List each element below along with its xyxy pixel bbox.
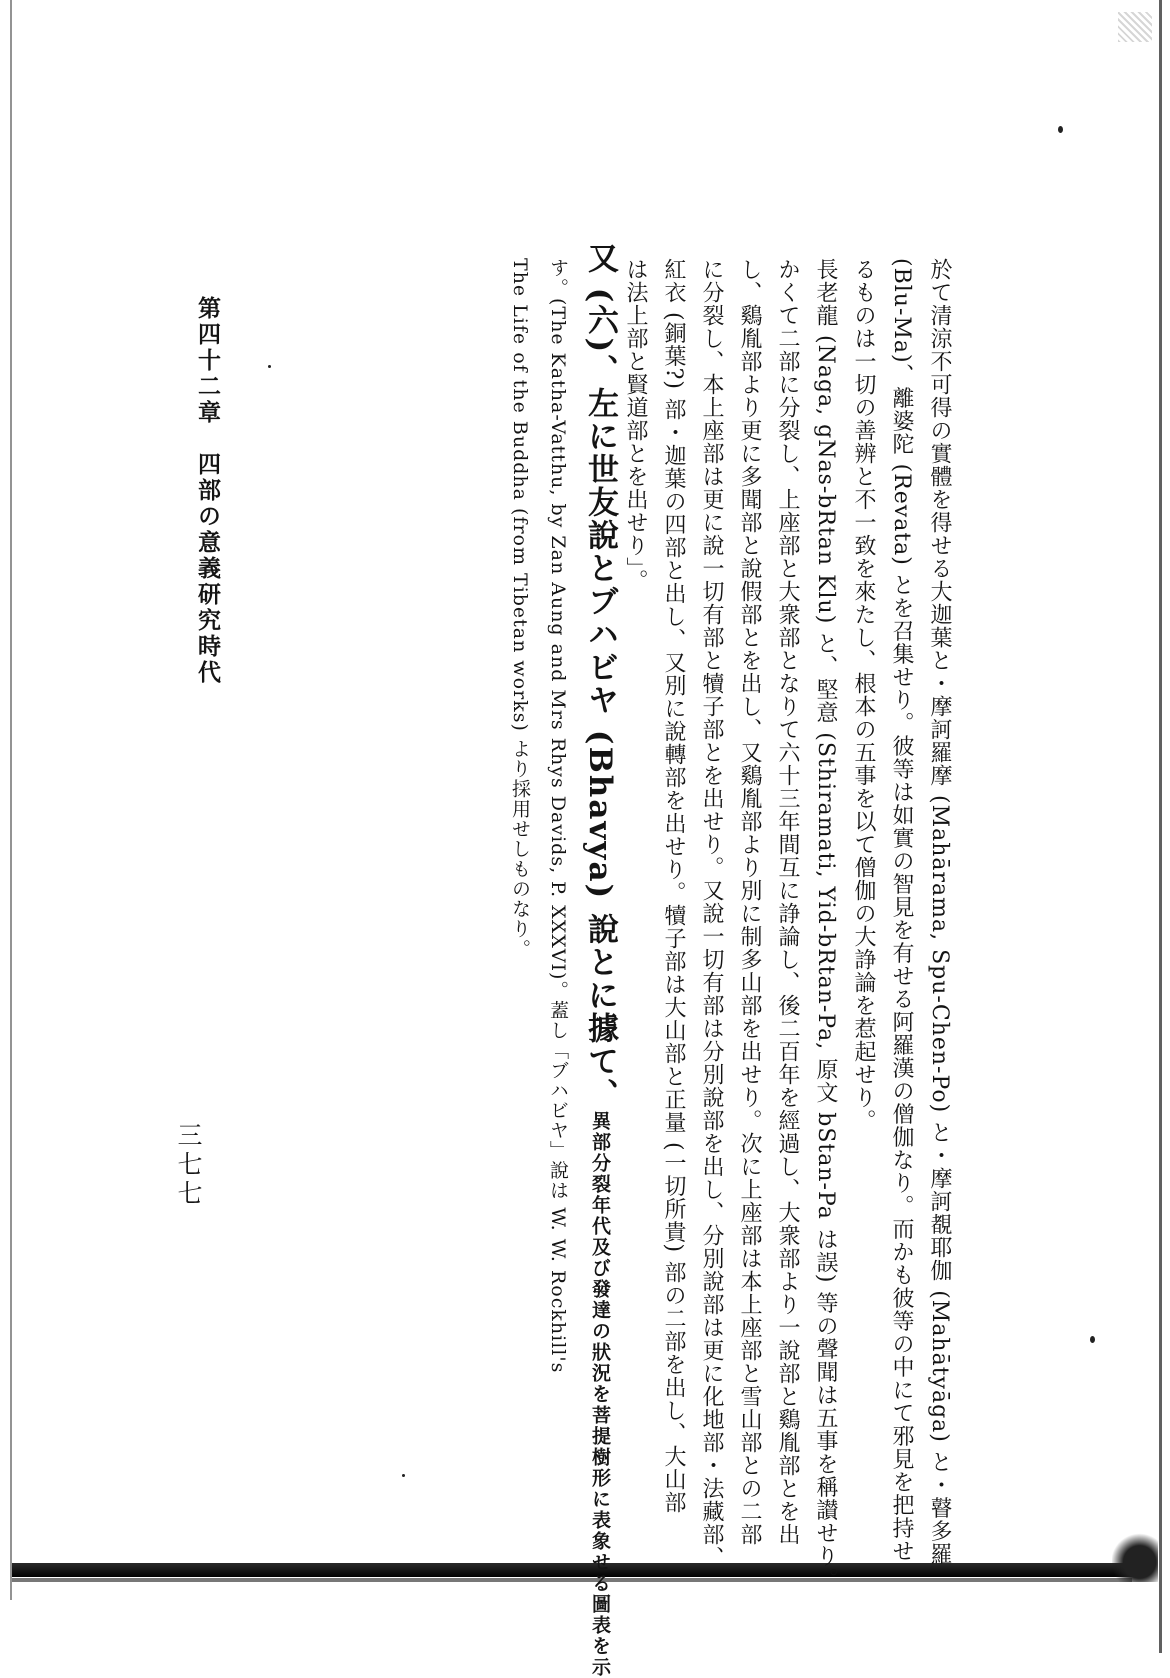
body-line-3: るものは一切の善辨と不一致を來たし、根本の五事を以て僧伽の大諍論を惹起せり。: [851, 258, 876, 1132]
scan-left-edge: [10, 0, 12, 1600]
note-line-2: The Life of the Buddha (from Tibetan works) より採用せしものなり。: [509, 258, 531, 959]
page-number: 三七七: [174, 1122, 203, 1209]
speck: [402, 1474, 405, 1477]
body-line-8: 紅衣 (銅葉?) 部・迦葉の四部と出し、又別に說轉部を出せり。犢子部は大山部と正量 (一切所貴) 部の二部を出し、大山部: [661, 258, 686, 1515]
scan-corner-mark: [1118, 12, 1152, 42]
body-line-6: し、鷄胤部より更に多聞部と說假部とを出し、又鷄胤部より別に制多山部を出せり。次に上座部は本上座部と雪山部との二部: [737, 258, 762, 1546]
scan-right-edge: [1159, 0, 1162, 1653]
scan-bottom-line: [12, 1578, 1132, 1582]
speck: [1090, 1336, 1095, 1343]
body-line-9: は法上部と賢道部とを出せり」。: [623, 258, 648, 592]
speck: [268, 365, 271, 368]
scan-bottom-bar: [12, 1563, 1132, 1577]
body-line-4: 長老龍 (Naga, gNas-bRtan Klu) と、堅意 (Sthiramati, Yid-bRtan-Pa, 原文 bStan-Pa は誤) 等の聲聞は五事を稱讃せり。: [813, 258, 838, 1591]
body-line-7: に分裂し、本上座部は更に說一切有部と犢子部とを出せり。又說一切有部は分別說部を出し、分別說部は更に化地部・法藏部、: [699, 258, 724, 1569]
section-heading: 又 (六)、左に世友說とブハビヤ (Bhavya) 說とに據て、: [582, 242, 618, 1111]
note-line-1: す。(The Katha-Vatthu, by Zan Aung and Mrs Rhys Davids, P. XXXVI)。蓋し「ブハビヤ」說は W. W. Rockhill's: [547, 258, 569, 1374]
body-line-5: かくて二部に分裂し、上座部と大衆部となりて六十三年間互に諍論し、後二百年を經過し、大衆部より一說部と鷄胤部とを出: [775, 258, 800, 1546]
scan-corner-smudge: [1112, 1532, 1158, 1582]
running-header: 第四十二章 四部の意義研究時代: [194, 296, 221, 686]
body-line-2: (Blu-Ma)、離婆陀 (Revata) とを召集せり。彼等は如實の智見を有せる阿羅漢の僧伽なり。而かも彼等の中にて邪見を把持せ: [889, 258, 914, 1563]
speck: [1058, 126, 1063, 133]
body-line-1: 於て清涼不可得の實體を得せる大迦葉と・摩訶羅摩 (Mahārama, Spu-Chen-Po) と・摩訶覩耶伽 (Mahātyāga) と・瞽多羅: [927, 258, 952, 1566]
section-heading-note: 異部分裂年代及び發達の狀況を菩提樹形に表象せる圖表を示: [589, 1111, 611, 1678]
section-heading-line: [582, 242, 618, 1678]
